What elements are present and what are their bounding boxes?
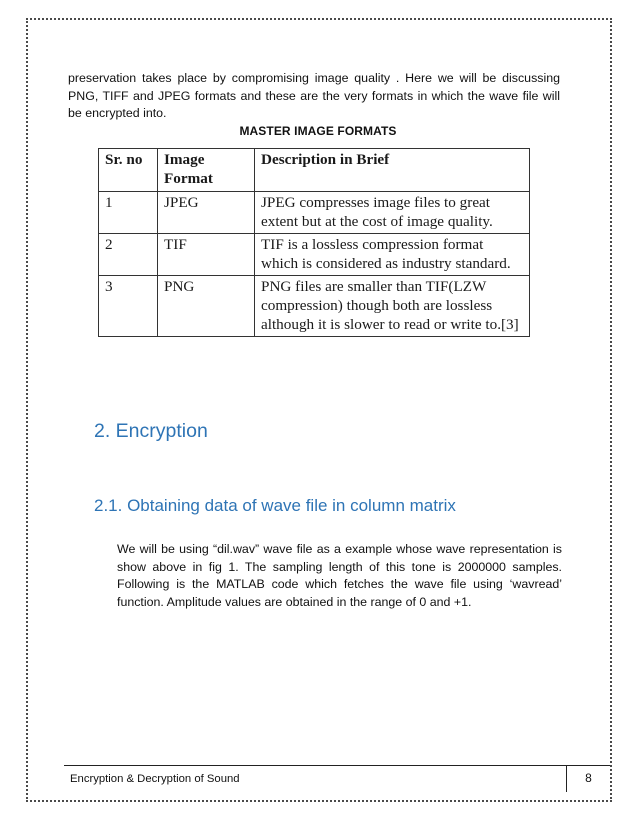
header-description: Description in Brief	[255, 149, 530, 192]
table-row	[99, 192, 530, 234]
table-header-row	[99, 149, 530, 192]
footer-rule	[64, 765, 610, 766]
footer-title: Encryption & Decryption of Sound	[70, 773, 240, 785]
cell-format: PNG	[158, 276, 255, 337]
table-row	[99, 234, 530, 276]
body-paragraph: preservation takes place by compromising image quality . Here we will be discussing PNG, TIFF and JPEG formats and these are the very formats in which the wave file will be encrypted into.	[68, 71, 560, 120]
subsection-heading: 2.1. Obtaining data of wave file in column matrix	[94, 496, 456, 515]
cell-format: TIF	[158, 234, 255, 276]
image-formats-table	[98, 148, 530, 337]
section-paragraph: We will be using “dil.wav” wave file as a example whose wave representation is show above in fig 1. The sampling length of this tone is 2000000 samples. Following is the MATLAB code which fetches the wave file using ‘wavread’ function. Amplitude values are obtained in the range of 0 and +1.	[117, 542, 562, 609]
cell-sr-no: 3	[99, 276, 158, 337]
section-heading: 2. Encryption	[94, 420, 208, 442]
cell-description: TIF is a lossless compression format which is considered as industry standard.	[255, 234, 530, 276]
cell-sr-no: 1	[99, 192, 158, 234]
page-number: 8	[566, 766, 610, 792]
table-caption: MASTER IMAGE FORMATS	[239, 124, 397, 138]
header-sr-no: Sr. no	[99, 149, 158, 192]
cell-sr-no: 2	[99, 234, 158, 276]
table-row	[99, 276, 530, 337]
header-image-format: Image Format	[158, 149, 255, 192]
cell-format: JPEG	[158, 192, 255, 234]
cell-description: JPEG compresses image files to great extent but at the cost of image quality.	[255, 192, 530, 234]
cell-description: PNG files are smaller than TIF(LZW compression) though both are lossless although it is slower to read or write to.[3]	[255, 276, 530, 337]
